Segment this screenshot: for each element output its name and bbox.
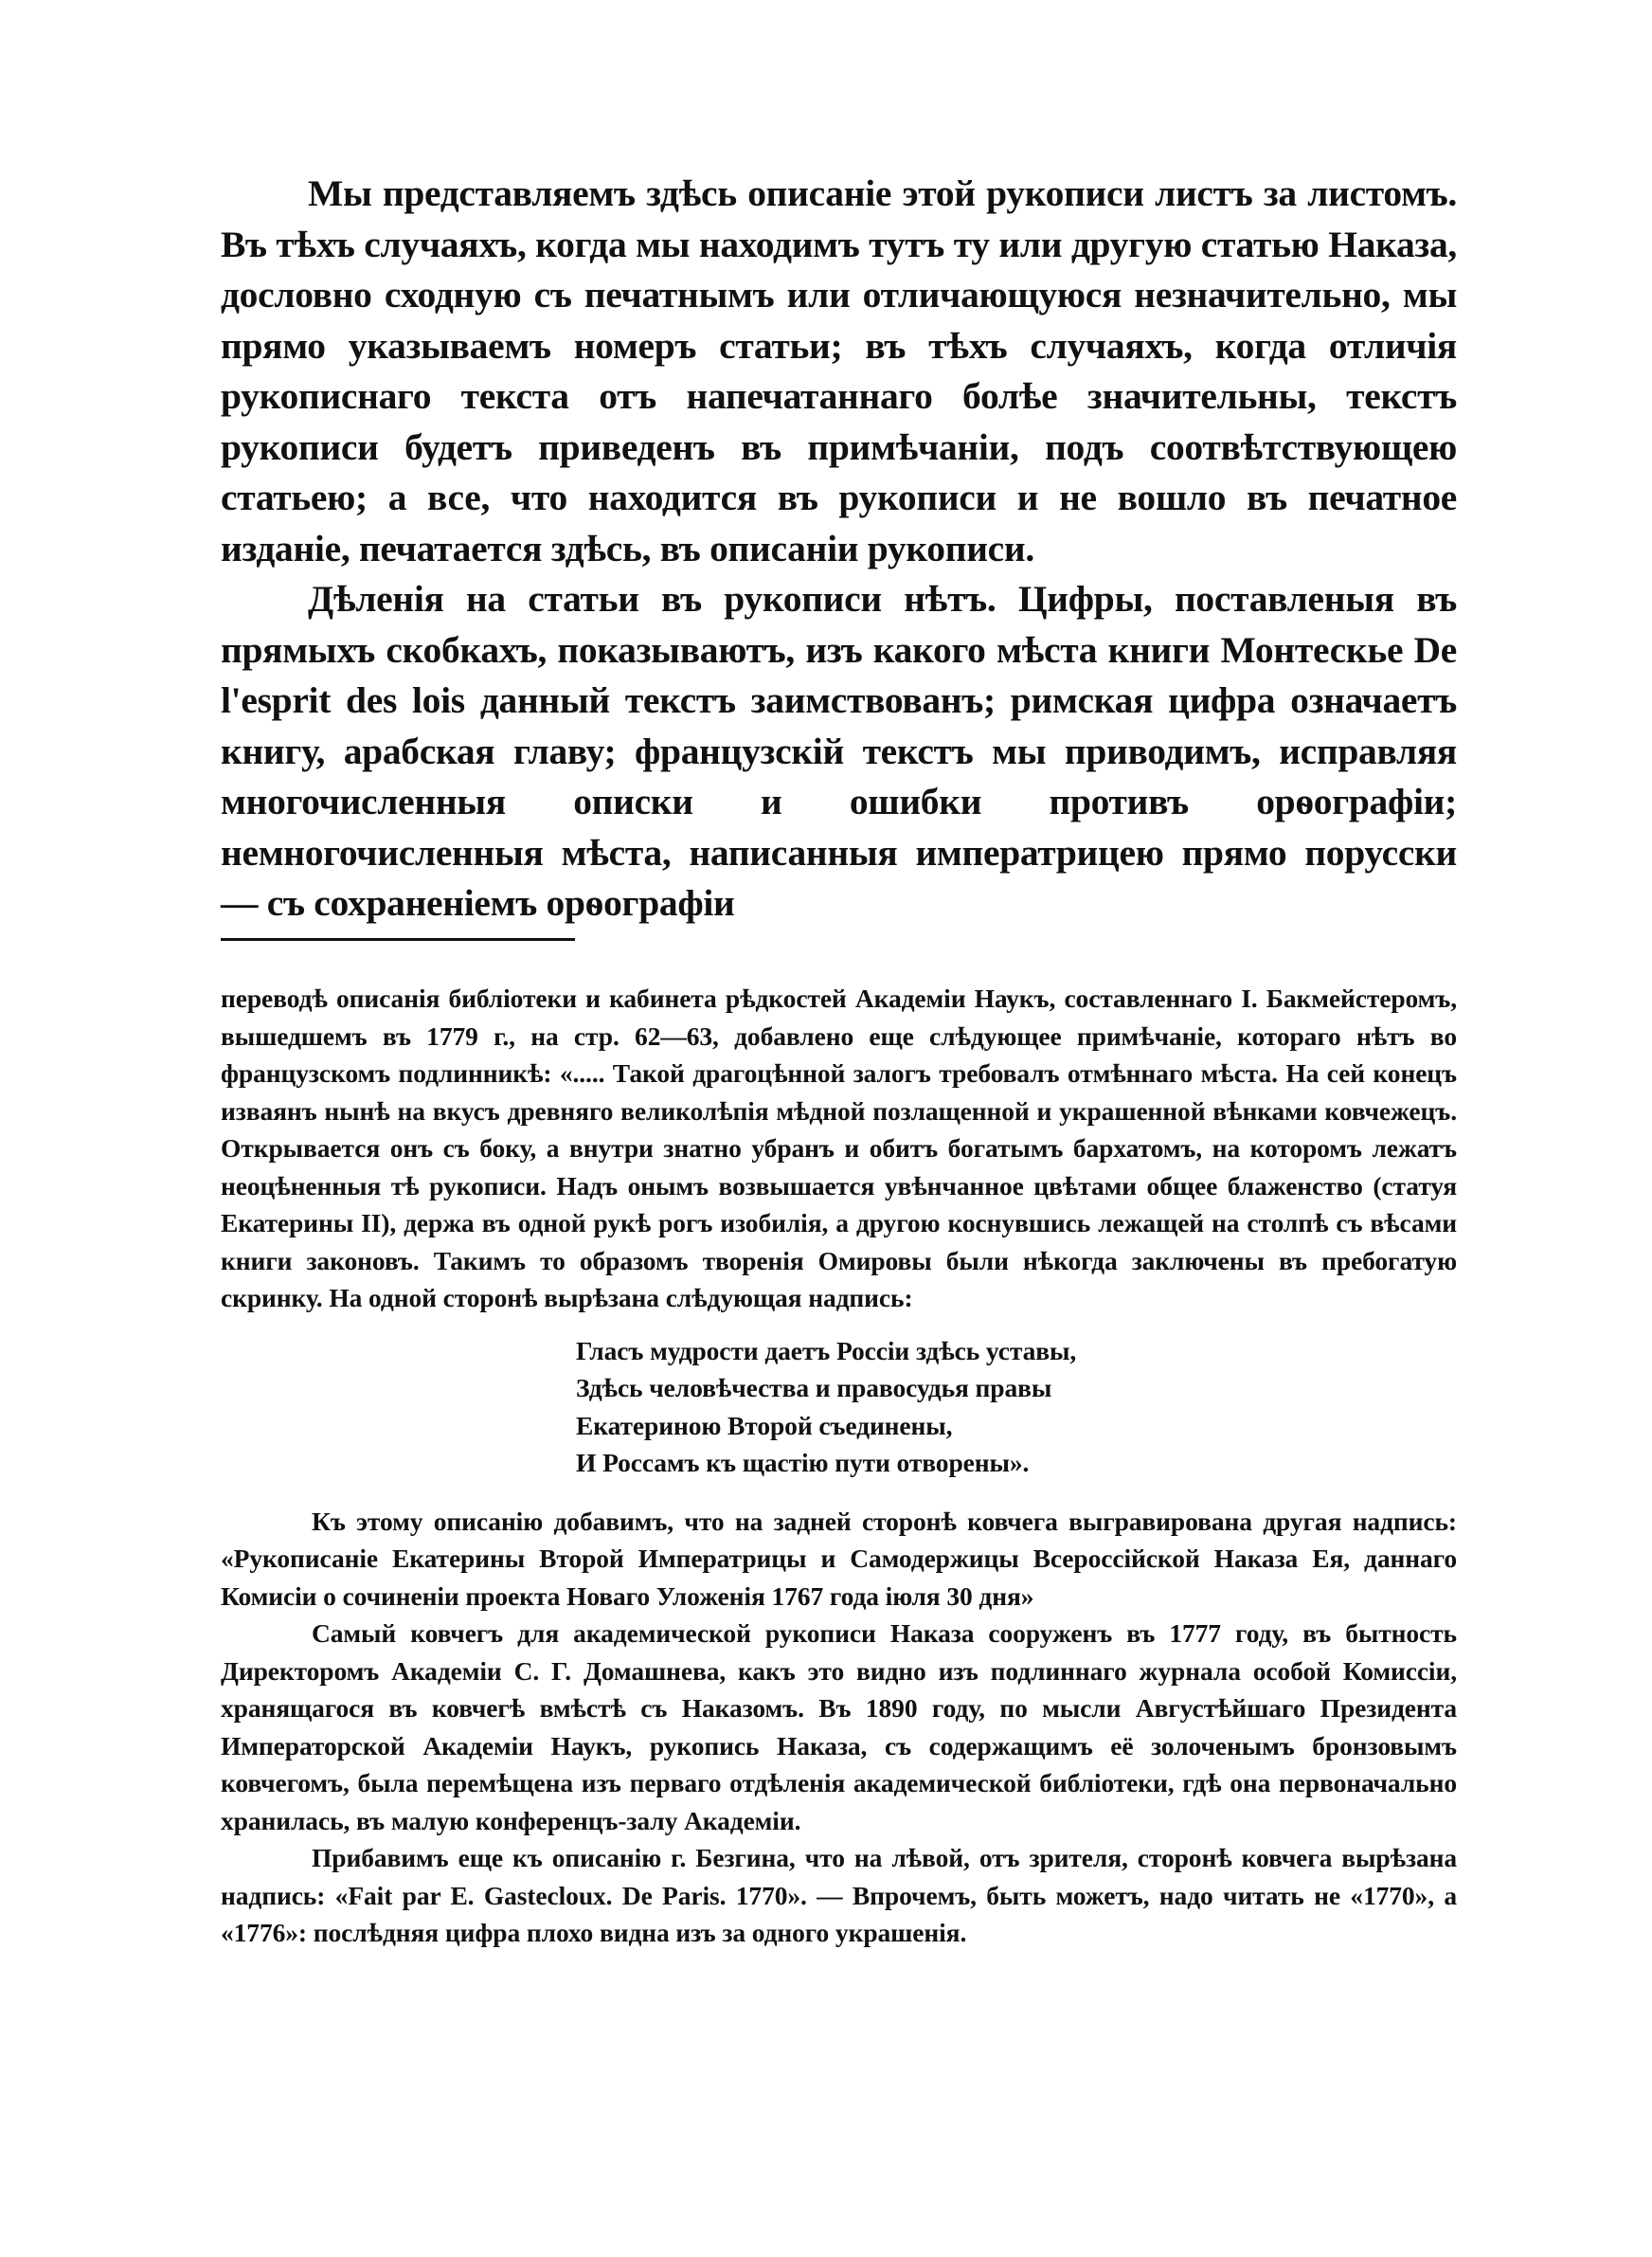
verse-line: Здѣсь человѣчества и правосудья правы: [576, 1373, 1052, 1402]
footnote-paragraph-4: Прибавимъ еще къ описанію г. Безгина, что на лѣвой, отъ зрителя, сторонѣ ковчега вырѣзана надпись: «Fait par E. Gastecloux. De Paris. 1770». — Впрочемъ, быть можетъ, надо читать не «1770», а «1776»: послѣдняя цифра плохо видна изъ за одного украшенія.: [221, 1843, 1457, 1947]
footnote-intro: переводѣ описанія библіотеки и кабинета рѣдкостей Академіи Наукъ, составленнаго І. Бакмейстеромъ, вышедшемъ въ 1779 г., на стр. 62—63, добавлено еще слѣдующее примѣчаніе, котораго нѣтъ во французскомъ подлинникѣ: «..... Такой драгоцѣнной залогъ требовалъ отмѣннаго мѣста. На сей конецъ изваянъ нынѣ на вкусъ древняго великолѣпія мѣдной позлащенной и украшенной вѣнками ковчежецъ. Открывается онъ съ боку, а внутри знатно убранъ и обитъ богатымъ бархатомъ, на которомъ лежатъ неоцѣненныя тѣ рукописи. Надъ онымъ возвышается увѣнчанное цвѣтами общее блаженство (статуя Екатерины II), держа въ одной рукѣ рогъ изобилія, а другою коснувшись лежащей на столпѣ съ вѣсами книги законовъ. Такимъ то образомъ творенія Омировы были нѣкогда заключены въ пребогатую скринку. На одной сторонѣ вырѣзана слѣдующая надпись:: [221, 984, 1457, 1312]
verse-line: Екатериною Второй съединены,: [576, 1410, 953, 1440]
footnote-block: [221, 980, 1457, 1952]
verse-inscription: [576, 1332, 1457, 1482]
verse-line: Гласъ мудрости даетъ Россіи здѣсь уставы,: [576, 1335, 1077, 1365]
footnote-separator: [221, 938, 575, 941]
verse-line: И Россамъ къ щастію пути отворены».: [576, 1448, 1030, 1477]
main-paragraph-2: Дѣленія на статьи въ рукописи нѣтъ. Цифры, поставленыя въ прямыхъ скобкахъ, показываютъ, изъ какого мѣста книги Монтескье De l'esprit des lois данный текстъ заимствованъ; римская цифра означаетъ книгу, арабская главу; французскій текстъ мы приводимъ, исправляя многочисленныя описки и ошибки противъ орѳографіи; немногочисленныя мѣста, написанныя императрицею прямо порусски — съ сохраненіемъ орѳографіи: [221, 578, 1457, 924]
footnote-paragraph-2: Къ этому описанію добавимъ, что на задней сторонѣ ковчега выгравирована другая надпись: «Рукописаніе Екатерины Второй Императрицы и Самодержицы Всероссійской Наказа Ея, даннаго Комисіи о сочиненіи проекта Новаго Уложенія 1767 года іюля 30 дня»: [221, 1506, 1457, 1611]
main-paragraph-1: Мы представляемъ здѣсь описаніе этой рукописи листъ за листомъ. Въ тѣхъ случаяхъ, когда мы находимъ тутъ ту или другую статью Наказа, дословно сходную съ печатнымъ или отличающуюся незначительно, мы прямо указываемъ номеръ статьи; въ тѣхъ случаяхъ, когда отличія рукописнаго текста отъ напечатаннаго болѣе значительны, текстъ рукописи будетъ приведенъ въ примѣчаніи, подъ соотвѣтствующею статьею; а все, что находится въ рукописи и не вошло въ печатное изданіе, печатается здѣсь, въ описаніи рукописи.: [221, 172, 1457, 569]
main-text: [221, 169, 1457, 930]
footnote-paragraph-3: Самый ковчегъ для академической рукописи Наказа сооруженъ въ 1777 году, въ бытность Директоромъ Академіи С. Г. Домашнева, какъ это видно изъ подлиннаго журнала особой Комиссіи, хранящагося въ ковчегѣ вмѣстѣ съ Наказомъ. Въ 1890 году, по мысли Августѣйшаго Президента Императорской Академіи Наукъ, рукопись Наказа, съ содержащимъ её золоченымъ бронзовымъ ковчегомъ, была перемѣщена изъ перваго отдѣленія академической библіотеки, гдѣ она первоначально хранилась, въ малую конференцъ-залу Академіи.: [221, 1618, 1457, 1835]
